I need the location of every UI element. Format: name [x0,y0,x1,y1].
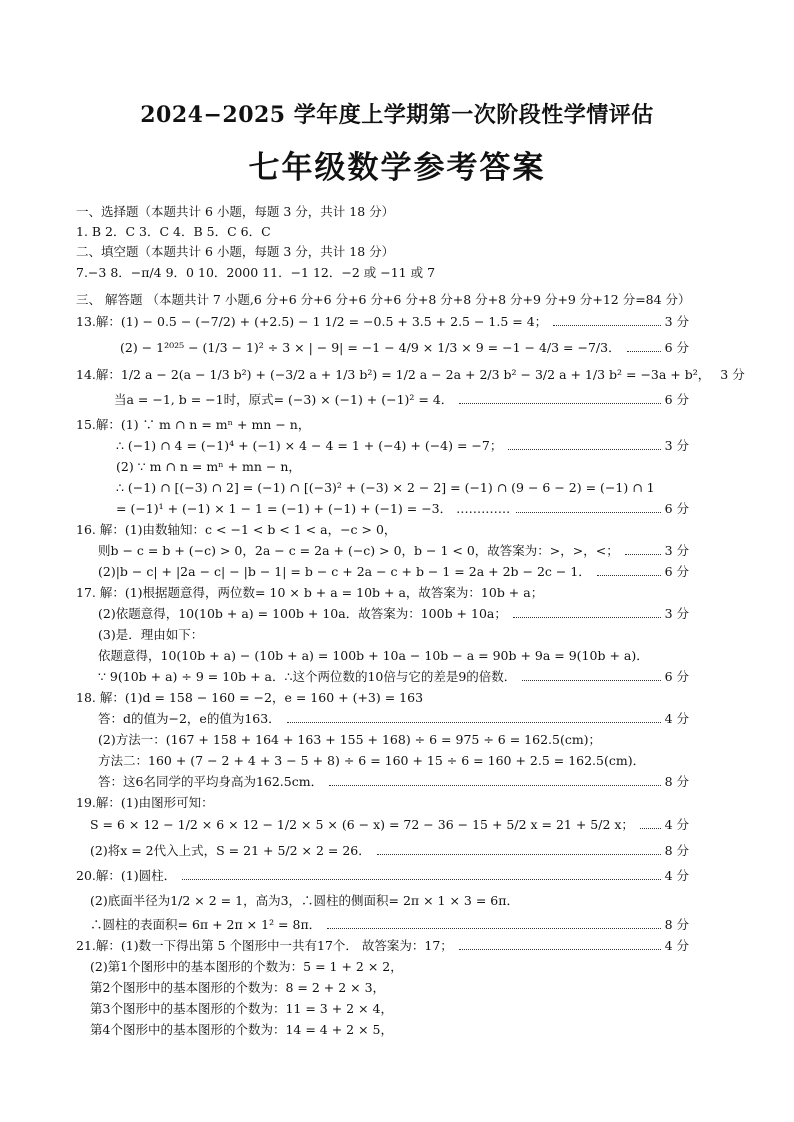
answer-line-text: 则b − c = b + (−c) > 0，2a − c = 2a + (−c) > 0，b − 1 < 0，故答案为：>，>，<； [98,543,619,558]
answer-line-q17d [76,646,689,666]
score-label: 3 分 [664,543,689,558]
answer-line-text: (2)方法一：(167 + 158 + 164 + 163 + 155 + 168) ÷ 6 = 975 ÷ 6 = 162.5(cm)； [98,732,602,747]
answer-line-text: 13.解：(1) − 0.5 − (−7/2) + (+2.5) − 1 1/2 = −0.5 + 3.5 + 2.5 − 1.5 = 4； [76,314,548,329]
answer-line-q14b [76,390,689,410]
dot-leader [459,403,660,404]
answer-line-q15a [76,415,689,435]
answer-line-q20c [76,915,689,935]
answer-line-q18a [76,688,689,708]
answer-line-q16a [76,520,689,540]
dot-leader [513,617,661,618]
answer-line-text: 第4个图形中的基本图形的个数为：14 = 4 + 2 × 5， [90,1022,393,1037]
answer-line-q20b [76,891,689,911]
answer-line-text: 20.解：(1)圆柱． [76,868,177,883]
answer-line-q18d [76,751,689,771]
score-label: 8 分 [664,843,689,858]
score-label: 6 分 [664,340,689,355]
score-label: 6 分 [664,392,689,407]
score-label: 6 分 [664,501,689,516]
answer-line-q21b [76,957,689,977]
dot-leader [377,854,661,855]
answer-line-q19b [76,815,689,835]
dot-leader [522,680,660,681]
dot-leader [508,449,660,450]
answer-line-text: 15.解：(1) ∵ m ∩ n = mⁿ + mn − n， [76,417,311,432]
answer-line-text: 21.解：(1)数一下得出第 5 个图形中一共有17个． 故答案为：17； [76,938,453,953]
answer-line-text: (3)是．理由如下： [98,627,204,642]
dot-leader [625,554,661,555]
answer-line-text: ∴圆柱的表面积= 6π + 2π × 1² = 8π． [90,917,322,932]
answer-line-q21e [76,1020,689,1040]
answer-line-q16b [76,541,689,561]
answer-line-text: 14.解：1/2 a − 2(a − 1/3 b²) + (−3/2 a + 1/3 b²) = 1/2 a − 2a + 2/3 b² − 3/2 a + 1/3 b² = −3a + b²， [76,367,711,382]
answer-line-q17b [76,604,689,624]
score-label: 3 分 [664,606,689,621]
answer-line-text: (2)|b − c| + |2a − c| − |b − 1| = b − c + 2a − c + b − 1 = 2a + 2b − 2c − 1． [98,564,591,579]
dot-leader [627,351,661,352]
answer-line-q13a [76,312,689,332]
answer-line-q14a [76,365,745,385]
answer-line-ans2 [76,263,689,283]
score-label: 4 分 [664,711,689,726]
dot-leader [516,512,660,513]
answer-line-q19c [76,841,689,861]
score-label: 8 分 [664,774,689,789]
answer-line-q21a [76,936,689,956]
answer-line-text: 方法二：160 + (7 − 2 + 4 + 3 − 5 + 8) ÷ 6 = 160 + 15 ÷ 6 = 160 + 2.5 = 162.5(cm)． [98,753,646,768]
answer-line-q17c [76,625,689,645]
score-label: 6 分 [664,669,689,684]
dot-leader [553,325,660,326]
score-label: 4 分 [664,868,689,883]
answer-line-text: 18. 解：(1)d = 158 − 160 = −2，e = 160 + (+3) = 163 [76,690,424,705]
answer-line-text: 三、 解答题 （本题共计 7 小题,6 分+6 分+6 分+6 分+6 分+8 分+8 分+8 分+9 分+9 分+12 分=84 分） [76,292,691,307]
answer-line-q17e [76,667,689,687]
dot-leader [329,785,660,786]
score-label: 8 分 [664,917,689,932]
answer-line-q18b [76,709,689,729]
answer-line-text: (2)第1个图形中的基本图形的个数为：5 = 1 + 2 × 2， [90,959,403,974]
answer-line-q17a [76,583,689,603]
answer-line-text: (2) − 1²⁰²⁵ − (1/3 − 1)² ÷ 3 × | − 9| = −1 − 4/9 × 1/3 × 9 = −1 − 4/3 = −7/3． [120,340,621,355]
answer-line-text: 第2个图形中的基本图形的个数为：8 = 2 + 2 × 3， [90,980,386,995]
dot-leader [459,949,661,950]
answer-line-text: 16. 解：(1)由数轴知：c < −1 < b < 1 < a，−c > 0， [76,522,397,537]
dot-leader [287,722,661,723]
score-label: 6 分 [664,564,689,579]
answer-line-q16c [76,562,689,582]
dot-leader [182,879,660,880]
answer-line-text: 第3个图形中的基本图形的个数为：11 = 3 + 2 × 4， [90,1001,393,1016]
answer-line-sec1 [76,202,689,222]
score-label: 3 分 [664,314,689,329]
answer-line-text: 7.−3 8．−π/4 9．0 10．2000 11．−1 12．−2 或 −11 或 7 [76,265,436,280]
answer-line-q20a [76,866,689,886]
answer-line-q15b [76,436,689,456]
answer-line-q18c [76,730,689,750]
answer-line-text: (2)依题意得，10(10b + a) = 100b + 10a．故答案为：100b + 10a； [98,606,507,621]
dot-leader [640,828,661,829]
answer-line-text: 19.解：(1)由图形可知： [76,795,214,810]
answer-line-text: 答：这6名同学的平均身高为162.5cm． [98,774,324,789]
answer-line-text: 依题意得，10(10b + a) − (10b + a) = 100b + 10a − 10b − a = 90b + 9a = 9(10b + a)． [98,648,649,663]
score-label: 4 分 [664,938,689,953]
answer-line-q18e [76,772,689,792]
answer-line-q19a [76,793,689,813]
answer-line-q21c [76,978,689,998]
answer-line-sec2 [76,242,689,262]
answer-line-text: = (−1)¹ + (−1) × 1 − 1 = (−1) + (−1) + (−1) = −3． …………. [116,501,511,516]
exam-title: 2024−2025 学年度上学期第一次阶段性学情评估 [140,102,654,128]
dot-leader [597,575,661,576]
answer-line-ans1 [76,222,689,242]
answer-line-q21d [76,999,689,1019]
answer-line-q13b [76,338,689,358]
score-label: 3 分 [720,367,745,382]
document-subtitle: 七年级数学参考答案 [248,150,546,186]
answer-line-text: (2)底面半径为1/2 × 2 = 1，高为3，∴圆柱的侧面积= 2π × 1 × 3 = 6π． [90,893,519,908]
answer-line-text: 17. 解：(1)根据题意得，两位数= 10 × b + a = 10b + a，故答案为：10b + a； [76,585,544,600]
answer-line-text: ∴ (−1) ∩ 4 = (−1)⁴ + (−1) × 4 − 4 = 1 + (−4) + (−4) = −7； [116,438,503,453]
score-label: 3 分 [664,438,689,453]
answer-line-text: 答：d的值为−2，e的值为163． [98,711,281,726]
answer-line-sec3 [76,290,689,310]
answer-line-text: 1. B 2．C 3．C 4．B 5．C 6．C [76,224,271,239]
answer-line-text: 当a = −1, b = −1时，原式= (−3) × (−1) + (−1)² = 4． [114,392,454,407]
answer-line-text: S = 6 × 12 − 1/2 × 6 × 12 − 1/2 × 5 × (6 − x) = 72 − 36 − 15 + 5/2 x = 21 + 5/2 x； [90,817,634,832]
answer-line-text: ∴ (−1) ∩ [(−3) ∩ 2] = (−1) ∩ [(−3)² + (−3) × 2 − 2] = (−1) ∩ (9 − 6 − 2) = (−1) ∩ 1 [116,480,655,495]
answer-line-text: 一、选择题（本题共计 6 小题，每题 3 分，共计 18 分） [76,204,395,219]
answer-line-text: (2) ∵ m ∩ n = mⁿ + mn − n， [116,459,301,474]
answer-line-q15e [76,499,689,519]
dot-leader [327,928,660,929]
answer-line-q15d [76,478,689,498]
answer-line-text: (2)将x = 2代入上式，S = 21 + 5/2 × 2 = 26． [90,843,371,858]
answer-line-text: 二、填空题（本题共计 6 小题，每题 3 分，共计 18 分） [76,244,395,259]
answer-line-text: ∵ 9(10b + a) ÷ 9 = 10b + a．∴这个两位数的10倍与它的差是9的倍数． [98,669,517,684]
score-label: 4 分 [664,817,689,832]
answer-line-q15c [76,457,689,477]
